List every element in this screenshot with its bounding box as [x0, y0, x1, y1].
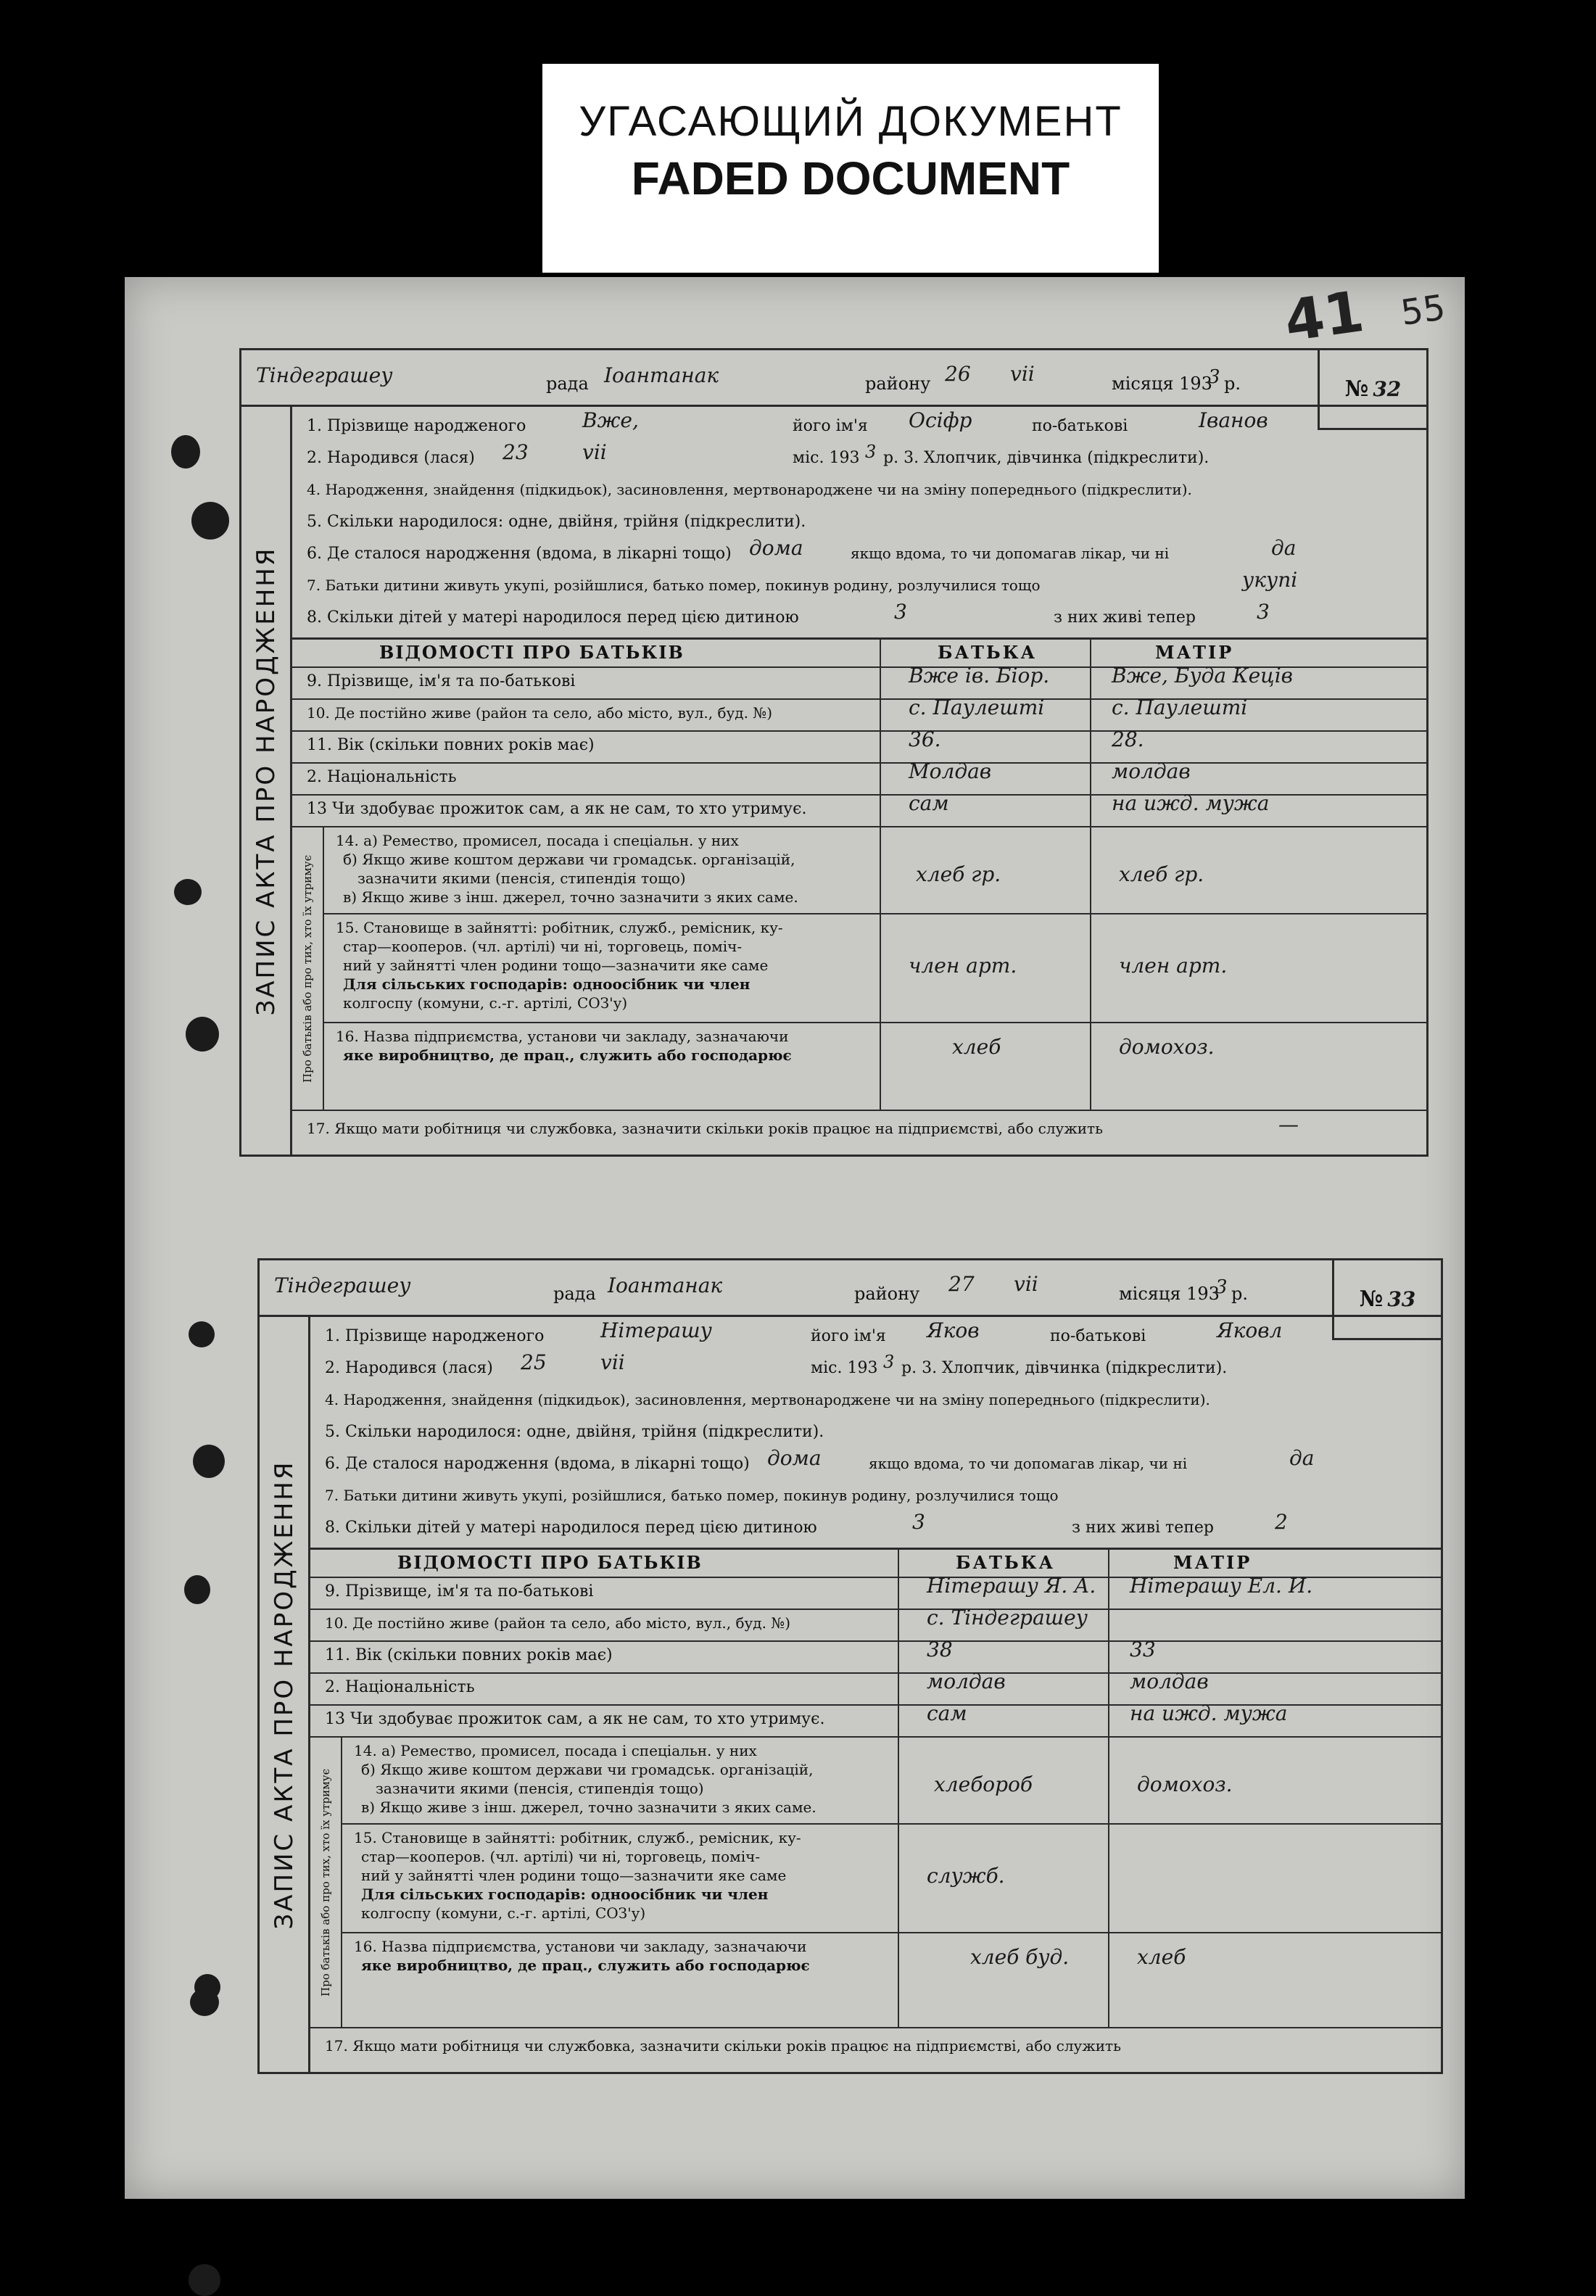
q16-mother: домохоз.: [1119, 1035, 1215, 1059]
q1-name-label: його ім'я: [811, 1327, 886, 1345]
q17-label: 17. Якщо мати робітниця чи службовка, зазначити скільки років працює на підприємстві, або служить: [307, 1120, 1103, 1137]
header-month: vii: [1010, 362, 1035, 386]
q8-born: 3: [894, 600, 907, 624]
q7-label: 7. Батьки дитини живуть укупі, розійшлися, батько помер, покинув родину, розлучилися тощо: [325, 1487, 1059, 1504]
q16-father: хлеб: [952, 1035, 1001, 1059]
punch-hole: [193, 1445, 225, 1478]
q13-label: 13 Чи здобуває прожиток сам, а як не сам, то хто утримує.: [307, 800, 807, 818]
col-rule-mother: [1090, 637, 1091, 1111]
q14b2-label: зазначити якими (пенсія, стипендія тощо): [376, 1780, 704, 1797]
q13-father: сам: [909, 791, 949, 815]
q14c-label: в) Якщо живе з інш. джерел, точно зазначити з яких саме.: [343, 888, 798, 906]
q6-place: дома: [767, 1446, 822, 1470]
header-place: Тіндеграшеу: [256, 363, 393, 387]
q4-label: 4. Народження, знайдення (підкидьок), засиновлення, мертвонароджене чи на зміну попереднього (підкреслити).: [325, 1391, 1210, 1408]
parents-keeper-side: [292, 826, 324, 1111]
q14a-label: 14. а) Ремество, промисел, посада і спеціальн. у них: [336, 832, 739, 849]
q8-alive: 2: [1275, 1510, 1288, 1534]
q5-label: 5. Скільки народилося: одне, двійня, трійня (підкреслити).: [325, 1423, 824, 1441]
row-rule: [292, 698, 1426, 700]
q9-father: Вже ів. Біор.: [909, 664, 1050, 687]
label-month-year: місяця 193: [1119, 1284, 1220, 1304]
q15e-label: колгоспу (комуни, с.-г. артілі, СОЗ'у): [343, 994, 628, 1012]
header-place: Тіндеграшеу: [274, 1273, 411, 1297]
number-sign: №: [1359, 1287, 1384, 1312]
q11-label: 11. Вік (скільки повних років має): [325, 1646, 613, 1664]
header-month: vii: [1014, 1272, 1038, 1296]
q17-label: 17. Якщо мати робітниця чи службовка, зазначити скільки років працює на підприємстві, або служить: [325, 2037, 1121, 2055]
q1-patr-label: по-батькові: [1050, 1327, 1146, 1345]
q14a-label: 14. а) Ремество, промисел, посада і спеціальн. у них: [354, 1742, 757, 1759]
q2-label: 2. Народився (лася): [307, 449, 475, 467]
row-rule: [324, 913, 1426, 914]
punch-hole: [189, 1321, 215, 1347]
label-rada: рада: [546, 373, 589, 394]
q1-surname: Вже,: [582, 408, 639, 432]
header-day: 26: [945, 362, 971, 386]
q2-day: 25: [521, 1350, 547, 1374]
q4-label: 4. Народження, знайдення (підкидьок), засиновлення, мертвонароджене чи на зміну попереднього (підкреслити).: [307, 481, 1192, 498]
q2-mis-label: міс. 193: [793, 449, 860, 467]
q15-father: член арт.: [909, 954, 1017, 978]
q15a-label: 15. Становище в зайнятті: робітник, служб., ремісник, ку-: [354, 1829, 801, 1846]
punch-hole: [186, 1017, 219, 1052]
col-rule-father: [880, 637, 881, 1111]
side-title-column: [260, 1317, 310, 2072]
col-rule-mother: [1108, 1548, 1109, 2028]
q2-gender-label: р. 3. Хлопчик, дівчинка (підкреслити).: [883, 449, 1210, 467]
row-rule: [310, 1736, 1441, 1738]
label-year-r: р.: [1231, 1284, 1248, 1304]
stamp-line-ru: УГАСАЮЩИЙ ДОКУМЕНТ: [579, 98, 1122, 145]
q2-day: 23: [503, 440, 529, 464]
row-rule: [310, 1640, 1441, 1642]
row-rule: [310, 1672, 1441, 1674]
form-header: [260, 1260, 1441, 1317]
q15c-label: ний у зайнятті член родини тощо—зазначити яке саме: [343, 957, 769, 974]
q2-year: 3: [865, 442, 877, 462]
q15b-label: стар—кооперов. (чл. артілі) чи ні, торговець, поміч-: [343, 938, 743, 955]
header-rada: Іоантанак: [608, 1273, 723, 1297]
punch-hole: [194, 1974, 220, 2000]
table-top-rule: [310, 1548, 1441, 1550]
q12-father: Молдав: [909, 759, 992, 783]
q14-father: хлебороб: [934, 1772, 1033, 1796]
q5-label: 5. Скільки народилося: одне, двійня, трійня (підкреслити).: [307, 513, 806, 531]
q7-label: 7. Батьки дитини живуть укупі, розійшлися, батько помер, покинув родину, розлучилися тощо: [307, 577, 1041, 594]
q9-label: 9. Прізвище, ім'я та по-батькові: [307, 672, 576, 690]
q8-alive-label: з них живі тепер: [1072, 1519, 1214, 1537]
q2-month: vii: [600, 1350, 625, 1374]
q10-father: с. Тіндеграшеу: [927, 1606, 1088, 1630]
header-day: 27: [948, 1272, 975, 1296]
q10-label: 10. Де постійно живе (район та село, або місто, вул., буд. №): [307, 704, 773, 722]
q6-label: 6. Де сталося народження (вдома, в лікарні тощо): [307, 545, 732, 563]
q12-label: 2. Національність: [325, 1678, 475, 1696]
stamp-line-en: FADED DOCUMENT: [631, 152, 1070, 205]
row-rule: [342, 1932, 1441, 1933]
q14b2-label: зазначити якими (пенсія, стипендія тощо): [357, 870, 686, 887]
q6-doctor: да: [1271, 536, 1297, 560]
row-rule: [342, 1823, 1441, 1825]
birth-record-form-32: [239, 348, 1428, 1157]
q6-label: 6. Де сталося народження (вдома, в лікарні тощо): [325, 1455, 750, 1473]
record-number-box: [1318, 350, 1426, 430]
punch-hole: [171, 435, 200, 468]
parents-keeper-side: [310, 1736, 342, 2028]
label-rayonu: району: [854, 1284, 920, 1304]
row-rule: [292, 730, 1426, 732]
record-number: 33: [1387, 1287, 1416, 1311]
q1-label: 1. Прізвище народженого: [307, 417, 526, 435]
q14b-label: б) Якщо живе коштом держави чи громадськ. організацій,: [343, 851, 795, 868]
q7-value: укупі: [1242, 568, 1298, 592]
q2-year: 3: [883, 1352, 895, 1372]
q9-mother: Вже, Буда Кеців: [1112, 664, 1293, 687]
q16a-label: 16. Назва підприємства, установи чи закладу, зазначаючи: [336, 1028, 789, 1045]
q10-father: с. Паулешті: [909, 695, 1045, 719]
q2-gender-label: р. 3. Хлопчик, дівчинка (підкреслити).: [901, 1359, 1228, 1377]
record-number: 32: [1373, 377, 1402, 401]
punch-hole: [184, 1575, 210, 1604]
q15a-label: 15. Становище в зайнятті: робітник, служб., ремісник, ку-: [336, 919, 783, 936]
q15-mother: член арт.: [1119, 954, 1228, 978]
q15-father: служб.: [927, 1864, 1005, 1888]
record-number-box: [1332, 1260, 1441, 1340]
side-title: ЗАПИС АКТА ПРО НАРОДЖЕННЯ: [251, 546, 281, 1015]
q1-surname: Нітерашу: [600, 1318, 712, 1342]
q14-mother: хлеб гр.: [1119, 862, 1204, 886]
q13-mother: на ижд. мужа: [1130, 1701, 1288, 1725]
q1-name: Осіфр: [909, 408, 972, 432]
header-rada: Іоантанак: [604, 363, 719, 387]
side-title: ЗАПИС АКТА ПРО НАРОДЖЕННЯ: [269, 1460, 299, 1929]
q15d-label: Для сільських господарів: одноосібник чи член: [361, 1886, 769, 1903]
q8-label: 8. Скільки дітей у матері народилося перед цією дитиною: [325, 1519, 817, 1537]
mother-header: МАТІР: [1155, 642, 1234, 663]
q17-value: —: [1278, 1112, 1299, 1136]
q8-alive-label: з них живі тепер: [1054, 608, 1196, 627]
q16-mother: хлеб: [1137, 1945, 1186, 1969]
father-header: БАТЬКА: [956, 1552, 1056, 1573]
q8-alive: 3: [1257, 600, 1270, 624]
header-year-digit: 3: [1208, 366, 1220, 388]
q13-label: 13 Чи здобуває прожиток сам, а як не сам, то хто утримує.: [325, 1710, 825, 1728]
q16a-label: 16. Назва підприємства, установи чи закладу, зазначаючи: [354, 1938, 807, 1955]
q10-label: 10. Де постійно живе (район та село, або місто, вул., буд. №): [325, 1614, 791, 1632]
q1-label: 1. Прізвище народженого: [325, 1327, 545, 1345]
row-rule: [324, 1022, 1426, 1023]
q11-mother: 33: [1130, 1638, 1156, 1661]
q1-patr-label: по-батькові: [1032, 417, 1128, 435]
archive-number: 41: [1281, 278, 1368, 355]
q15b-label: стар—кооперов. (чл. артілі) чи ні, торговець, поміч-: [361, 1848, 761, 1865]
side-small-label: Про батьків або про тих, хто їх утримує: [301, 854, 314, 1083]
label-year-r: р.: [1224, 373, 1241, 394]
birth-record-form-33: [257, 1258, 1443, 2074]
q11-father: 38: [927, 1638, 953, 1661]
q2-month: vii: [582, 440, 607, 464]
punch-hole: [191, 502, 229, 540]
label-month-year: місяця 193: [1112, 373, 1212, 394]
q14-mother: домохоз.: [1137, 1772, 1233, 1796]
label-rayonu: району: [865, 373, 931, 394]
q11-mother: 28.: [1112, 727, 1144, 751]
row-rule: [310, 1609, 1441, 1610]
q8-born: 3: [912, 1510, 925, 1534]
q8-label: 8. Скільки дітей у матері народилося перед цією дитиною: [307, 608, 799, 627]
punch-hole: [189, 2264, 220, 2296]
form-header: [241, 350, 1426, 407]
q9-father: Нітерашу Я. А.: [927, 1574, 1096, 1598]
side-small-label: Про батьків або про тих, хто їх утримує: [319, 1768, 332, 1996]
q9-label: 9. Прізвище, ім'я та по-батькові: [325, 1582, 594, 1601]
q13-father: сам: [927, 1701, 967, 1725]
q11-label: 11. Вік (скільки повних років має): [307, 736, 595, 754]
q16b-label: яке виробництво, де прац., служить або господарює: [343, 1046, 792, 1064]
q12-mother: молдав: [1112, 759, 1191, 783]
label-rada: рада: [553, 1284, 596, 1304]
faded-document-stamp: [542, 64, 1159, 273]
row-rule: [292, 1110, 1426, 1111]
q1-name: Яков: [927, 1318, 980, 1342]
col-rule-father: [898, 1548, 899, 2028]
row-rule: [292, 762, 1426, 764]
side-title-column: [241, 407, 292, 1155]
q16-father: хлеб буд.: [970, 1945, 1070, 1969]
q15d-label: Для сільських господарів: одноосібник чи член: [343, 975, 751, 993]
q15e-label: колгоспу (комуни, с.-г. артілі, СОЗ'у): [361, 1904, 646, 1922]
q2-mis-label: міс. 193: [811, 1359, 878, 1377]
table-top-rule: [292, 637, 1426, 640]
q12-label: 2. Національність: [307, 768, 457, 786]
q9-mother: Нітерашу Ел. И.: [1130, 1574, 1313, 1598]
q1-name-label: його ім'я: [793, 417, 868, 435]
q13-mother: на ижд. мужа: [1112, 791, 1270, 815]
parents-header: ВІДОМОСТІ ПРО БАТЬКІВ: [379, 642, 685, 663]
row-rule: [310, 2027, 1441, 2028]
q1-patr: Іванов: [1199, 408, 1268, 432]
number-sign: №: [1344, 376, 1369, 402]
mother-header: МАТІР: [1173, 1552, 1252, 1573]
q12-father: молдав: [927, 1669, 1006, 1693]
q14b-label: б) Якщо живе коштом держави чи громадськ. організацій,: [361, 1761, 814, 1778]
father-header: БАТЬКА: [938, 642, 1038, 663]
q6-doctor-label: якщо вдома, то чи допомагав лікар, чи ні: [869, 1455, 1188, 1472]
punch-hole: [174, 879, 202, 905]
q10-mother: с. Паулешті: [1112, 695, 1248, 719]
q14-father: хлеб гр.: [916, 862, 1001, 886]
header-year-digit: 3: [1215, 1276, 1228, 1298]
q16b-label: яке виробництво, де прац., служить або господарює: [361, 1957, 810, 1974]
q6-place: дома: [749, 536, 803, 560]
q14c-label: в) Якщо живе з інш. джерел, точно зазначити з яких саме.: [361, 1799, 816, 1816]
q11-father: 36.: [909, 727, 941, 751]
q15c-label: ний у зайнятті член родини тощо—зазначити яке саме: [361, 1867, 787, 1884]
q12-mother: молдав: [1130, 1669, 1209, 1693]
q6-doctor: да: [1289, 1446, 1315, 1470]
q2-label: 2. Народився (лася): [325, 1359, 493, 1377]
row-rule: [292, 826, 1426, 827]
parents-header: ВІДОМОСТІ ПРО БАТЬКІВ: [397, 1552, 703, 1573]
archive-page-number: 55: [1398, 287, 1448, 334]
q6-doctor-label: якщо вдома, то чи допомагав лікар, чи ні: [851, 545, 1170, 562]
q1-patr: Яковл: [1217, 1318, 1283, 1342]
